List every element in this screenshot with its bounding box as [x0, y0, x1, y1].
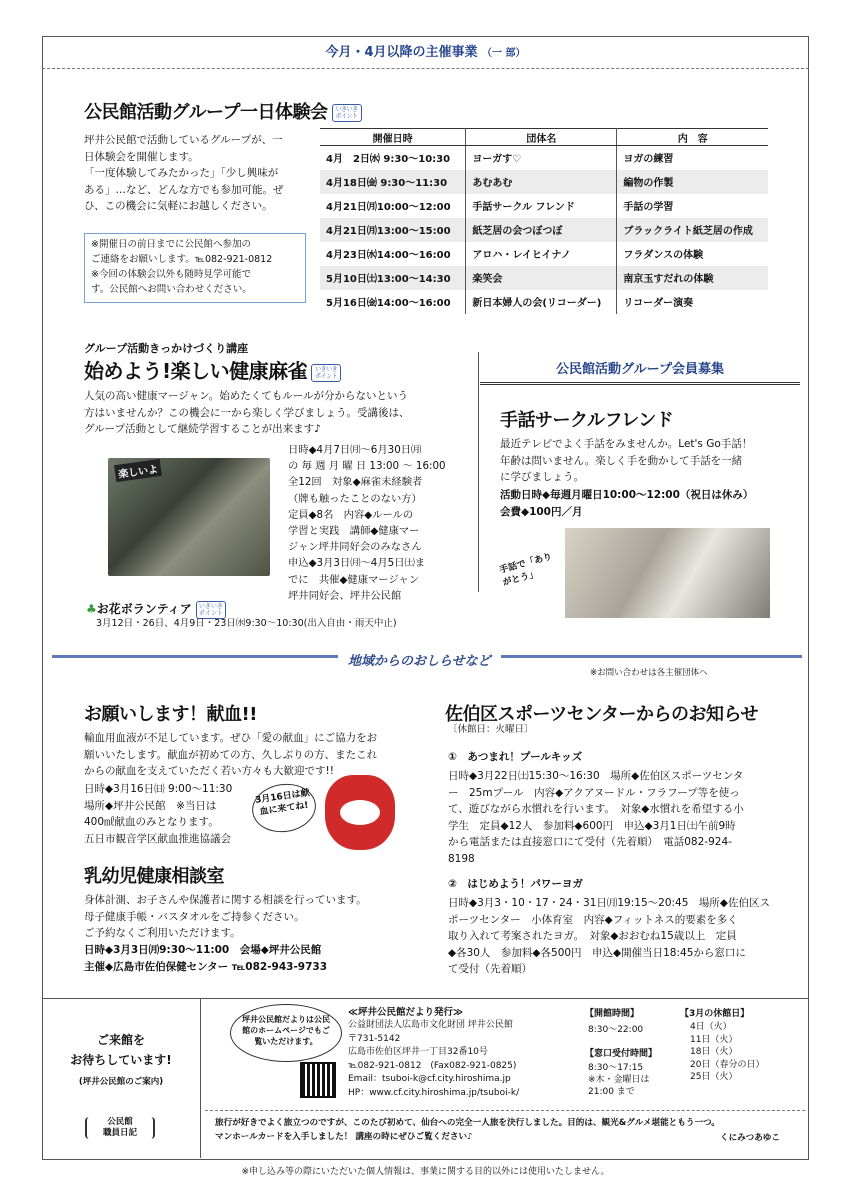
text-line: ◆各30人 参加料◆各500円 申込◆開催当日18:45から窓口に [448, 946, 746, 959]
text-line: 願いいたします。献血が初めての方、久しぶりの方、またこれ [84, 748, 378, 761]
table-row [320, 290, 768, 314]
ikiiki-badge: いきいきポイント [311, 364, 341, 382]
text-line: 職員日記 [102, 1128, 137, 1138]
table-row [320, 170, 768, 194]
table-row [320, 218, 768, 242]
text-line: 五日市観音学区献血推進協議会 [84, 832, 231, 845]
taiken-body [84, 132, 309, 215]
table-cell: アロハ・レイヒイナノ [466, 242, 617, 266]
sports-item1-title: ① あつまれ！プールキッズ [448, 751, 583, 763]
photo-caption: 楽しいよ [114, 459, 162, 482]
text-line: ひ、この機会に気軽にお越しください。 [84, 200, 273, 212]
table-cell: ヨガの練習 [623, 154, 674, 166]
text-line: 日時◆3月3・10・17・24・31日㈪19:15〜20:45 場所◆佐伯区ス [448, 897, 770, 909]
text-line: ご予約なくご利用いただけます。 [84, 927, 241, 939]
table-cell: 南京玉すだれの体験 [617, 266, 768, 290]
table-cell: ブラックライト紙芝居の作成 [617, 218, 768, 242]
table-cell: リコーダー演奏 [623, 298, 694, 309]
text-line: お待ちしています! [70, 1053, 172, 1067]
local-note: ※お問い合わせは各主催団体へ [590, 668, 708, 678]
ikiiki-badge: いきいきポイント [332, 104, 362, 122]
text-line: マンホールカードを入手しました！ 講座の時にぜひご覧ください♪ [215, 1132, 473, 1142]
text-line: 21:00 まで [588, 1087, 635, 1097]
local-title: 地域からのおしらせなど [338, 650, 501, 669]
diary-text [215, 1116, 805, 1144]
blood-bubble: 3月16日は献血に来てね! [249, 780, 319, 836]
text-line: からの献血を支えていただく若い方々も大歓迎です!! [84, 765, 334, 777]
text-line: 活動日時◆毎週月曜日10:00〜12:00（祝日は休み） [500, 489, 754, 501]
table-cell: 5月10日㈯13:00〜14:30 [320, 266, 466, 290]
table-cell: 4月21日㈪10:00〜12:00 [320, 194, 466, 218]
text-line: Email：tsuboi-k@cf.city.hiroshima.jp [348, 1074, 511, 1084]
text-line: 最近テレビでよく手話をみませんか。Let's Go手話！ [500, 438, 753, 450]
text-line: 主催◆広島市佐伯保健センター ℡082-943-9733 [84, 960, 328, 973]
text-line: 4日（火） [690, 1022, 732, 1032]
hp-bubble: 坪井公民館だよりは公民館のホームページでもご覧いただけます。 [230, 1004, 342, 1062]
table-row [320, 146, 768, 170]
hours-title: 【開館時間】 [585, 1009, 640, 1019]
text-line: 「一度体験してみたかった」「少し興味が [84, 167, 279, 179]
text-line: ジャン坪井同好会のみなさん [288, 541, 422, 554]
table-cell: 手話サークル フレンド [466, 194, 617, 218]
sports-item1 [448, 768, 788, 867]
divider [200, 998, 201, 1158]
mascot-face [340, 800, 380, 825]
text-line: 公民館 [107, 1117, 133, 1127]
privacy-note: ※申し込み等の際にいただいた個人情報は、事業に関する目的以外には使用いたしません。 [241, 1167, 610, 1177]
text-line: 取り入れて考案されたヨガ。 対象◆おおむね15歳以上 定員 [448, 930, 737, 942]
text-line: 全12回 対象◆麻雀未経験者 [288, 476, 423, 489]
table-cell: 4月18日㈮ 9:30〜11:30 [320, 170, 466, 194]
text-line: 会費◆100円／月 [500, 505, 583, 518]
recruit-photo [565, 528, 770, 618]
sports-item2 [448, 895, 788, 978]
text-line: 身体計測、お子さんや保護者に関する相談を行っています。 [84, 894, 367, 906]
text-line: 母子健康手帳・バスタオルをご持参ください。 [84, 910, 305, 923]
text-line: 11日（火） [690, 1034, 738, 1045]
text-line: 8:30〜17:15 [588, 1063, 644, 1073]
text-line: 定員◆8名 内容◆ルールの [288, 508, 414, 521]
text-line: 輸血用血液が不足しています。ぜひ「愛の献血」にご協力をお [84, 732, 378, 744]
table-cell: 編物の作製 [617, 170, 768, 194]
text-line: ご連絡をお願いします。℡082-921-0812 [91, 254, 273, 265]
hours: 8:30〜22:00 [588, 1025, 644, 1035]
text-line: ご来館を [96, 1033, 145, 1047]
text-line: 旅行が好きでよく旅立つのですが、このたび初めて、仙台への完全一人旅を決行しました。目的は、観光&グルメ堪能ともう一つ。 [215, 1118, 720, 1128]
footer-rule [42, 998, 809, 999]
text-line: 日時◆4月7日㈪〜6月30日㈪ [288, 444, 422, 456]
text-line: て、遊びながら水慣れを行います。 対象◆水慣れを希望する小 [448, 803, 744, 815]
qr-code-icon[interactable] [300, 1062, 336, 1098]
text-line: 坪井同好会、坪井公民館 [288, 589, 402, 602]
section-header: 今月・4月以降の主催事業 （一 部） [42, 36, 809, 69]
text-line: 日体験会を開催します。 [84, 150, 199, 163]
text-line: 学習と実践 講師◆健康マー [288, 525, 420, 538]
table-header: 開催日時 [320, 129, 466, 146]
welcome-text [42, 1030, 200, 1070]
text-line: 日時◆3月22日㈯15:30〜16:30 場所◆佐伯区スポーツセンタ [448, 770, 744, 782]
text-line: 18日（火） [690, 1047, 738, 1057]
text-line: 年齢は問いません。楽しく手を動かして手話を一緒 [500, 454, 743, 467]
mahjong-details [288, 442, 460, 604]
text-line: 日時◆3月16日㈰ 9:00〜11:30 [84, 783, 233, 795]
infant-title: 乳幼児健康相談室 [84, 866, 224, 887]
table-row [320, 242, 768, 266]
text-line: 申込◆3月3日㈪〜4月5日㈯ま [288, 557, 426, 570]
recruit-title: 手話サークルフレンド [500, 410, 674, 431]
table-cell: 楽笑会 [466, 266, 617, 290]
table-cell: ヨーガす♡ [466, 146, 617, 170]
photo-caption: 手話で「ありがとう」 [498, 552, 554, 589]
publisher-info [348, 1019, 578, 1100]
text-line: 人気の高い健康マージャン。始めたくてもルールが分からないという [84, 390, 409, 402]
window-title: 【窓口受付時間】 [585, 1049, 658, 1059]
text-line: ℡082-921-0812 (Fax082-921-0825) [348, 1060, 517, 1071]
ohana-title: ♣お花ボランティア いきいきポイント [86, 600, 226, 619]
table-row [320, 266, 768, 290]
text-line: ※開催日の前日までに公民館へ参加の [91, 239, 251, 250]
recruit-details [500, 487, 800, 520]
diary-author: くにみつあゆこ [720, 1133, 780, 1143]
ikiiki-badge: いきいきポイント [196, 601, 226, 619]
recruit-header: 公民館活動グループ会員募集 [480, 355, 800, 385]
blood-title: お願いします！献血!! [84, 704, 257, 725]
text-line: に学びましょう。 [500, 471, 584, 483]
publisher-title: ≪坪井公民館だより発行≫ [348, 1007, 463, 1018]
recruit-body [500, 436, 790, 486]
table-cell: 5月16日㈮14:00〜16:00 [320, 290, 466, 314]
table-cell: 手話の学習 [623, 202, 674, 213]
text-line: 〒731-5142 [348, 1033, 401, 1044]
table-cell: 新日本婦人の会(リコーダー) [466, 290, 617, 314]
blood-details [84, 781, 264, 847]
table-row [320, 194, 768, 218]
text-line: ー 25mプール 内容◆アクアヌードル・フラフープ等を使っ [448, 786, 740, 799]
table-cell: あむあむ [466, 170, 617, 194]
table-header: 内 容 [617, 129, 768, 146]
mahjong-body [84, 388, 464, 438]
table-cell: フラダンスの体験 [623, 250, 704, 261]
guide-text: (坪井公民館のご案内) [78, 1077, 164, 1087]
text-line: HP：www.cf.city.hiroshima.jp/tsuboi-k/ [348, 1087, 520, 1098]
mahjong-kicker: グループ活動きっかけづくり講座 [84, 342, 249, 355]
text-line: （牌も触ったことのない方） [288, 492, 422, 505]
taiken-table [320, 128, 768, 314]
text-line: ※木・金曜日は [588, 1075, 650, 1085]
table-cell: 4月21日㈪13:00〜15:00 [320, 218, 466, 242]
text-line: でに 共催◆健康マージャン [288, 573, 420, 586]
text-line: 日時◆3月3日㈪9:30〜11:00 会場◆坪井公民館 [84, 944, 322, 956]
text-line: 場所◆坪井公民館 ※当日は [84, 799, 217, 812]
text-line: 公益財団法人広島市文化財団 坪井公民館 [348, 1020, 513, 1030]
blood-body [84, 730, 424, 780]
window-hours [588, 1062, 650, 1098]
text-line: 坪井公民館で活動しているグループが、一 [84, 134, 283, 146]
text-line: 20日（春分の日） [690, 1059, 765, 1070]
text-line: ※今回の体験会以外も随時見学可能で [91, 269, 251, 280]
infant-body [84, 892, 424, 942]
sports-closed: 〔休館日：火曜日〕 [448, 724, 534, 735]
text-line: す。公民館へお問い合わせください。 [91, 284, 252, 295]
table-cell: 4月23日㈬14:00〜16:00 [320, 242, 466, 266]
table-cell: 4月 2日㈬ 9:30〜10:30 [320, 146, 466, 170]
divider [205, 1110, 805, 1111]
text-line: 学生 定員◆12人 参加料◆600円 申込◆3月1日㈯午前9時 [448, 819, 736, 832]
text-line: グループ活動として継続学習することが出来ます♪ [84, 423, 321, 435]
table-cell: 紙芝居の会つぼつぼ [466, 218, 617, 242]
holiday-title: 【3月の休館日】 [680, 1009, 750, 1019]
taiken-title: 公民館活動グループ一日体験会 いきいきポイント [84, 98, 362, 124]
ohana-text: 3月12日・26日、4月9日・23日㈬9:30〜10:30(出入自由・雨天中止) [96, 618, 397, 629]
text-line: て受付（先着順） [448, 963, 532, 975]
text-line: の 毎 週 月 曜 日 13:00 〜 16:00 [288, 460, 446, 473]
holidays [690, 1021, 764, 1084]
taiken-note [84, 233, 306, 303]
infant-details [84, 942, 424, 975]
sports-item2-title: ② はじめよう！パワーヨガ [448, 878, 583, 890]
diary-label [85, 1117, 155, 1139]
clover-icon: ♣ [86, 602, 97, 616]
text-line: 8198 [448, 852, 475, 865]
text-line: 広島市佐伯区坪井一丁目32番10号 [348, 1047, 488, 1057]
text-line: ある」…など、どんな方でも参加可能。ぜ [84, 183, 284, 196]
text-line: ポーツセンター 小体育室 内容◆フィットネス的要素を多く [448, 913, 738, 926]
text-line: 400㎖献血のみとなります。 [84, 816, 219, 828]
mahjong-title: 始めよう!楽しい健康麻雀 いきいきポイント [84, 355, 341, 384]
text-line: 方はいませんか？この機会に一から楽しく学びましょう。受講後は、 [84, 406, 410, 419]
divider [478, 352, 479, 592]
text-line: から電話または直接窓口にて受付（先着順） 電話082-924- [448, 836, 732, 848]
table-header: 団体名 [466, 129, 617, 146]
sports-title: 佐伯区スポーツセンターからのお知らせ [445, 704, 759, 725]
text-line: 25日（火） [690, 1072, 738, 1082]
